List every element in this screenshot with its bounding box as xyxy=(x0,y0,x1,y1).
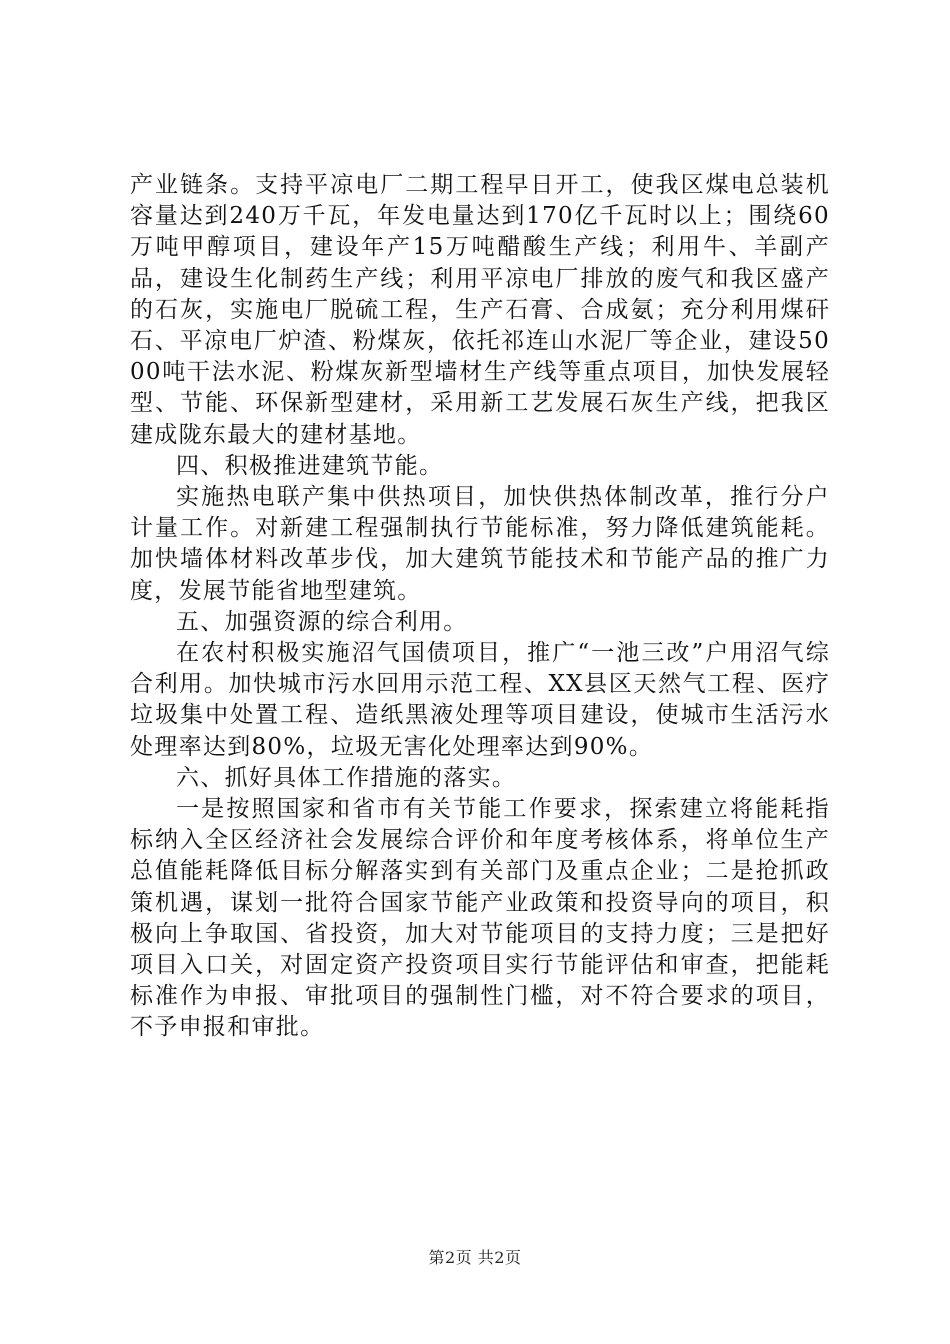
paragraph-industry-chain: 产业链条。支持平凉电厂二期工程早日开工，使我区煤电总装机容量达到240万千瓦，年发电量达到170亿千瓦时以上；围绕60万吨甲醇项目，建设年产15万吨醋酸生产线；利用牛、羊副产品，建设生化制药生产线；利用平凉电厂排放的废气和我区盛产的石灰，实施电厂脱硫工程，生产石膏、合成氨；充分利用煤矸石、平凉电厂炉渣、粉煤灰，依托祁连山水泥厂等企业，建设5000吨干法水泥、粉煤灰新型墙材生产线等重点项目，加快发展轻型、节能、环保新型建材，采用新工艺发展石灰生产线，把我区建成陇东最大的建材基地。 xyxy=(130,172,830,448)
paragraph-resource-utilization: 在农村积极实施沼气国债项目，推广“一池三改”户用沼气综合利用。加快城市污水回用示范工程、XX县区天然气工程、医疗垃圾集中处置工程、造纸黑液处理等项目建设，使城市生活污水处理率达到80%，垃圾无害化处理率达到90%。 xyxy=(130,640,830,760)
heading-building-energy-saving: 四、积极推进建筑节能。 xyxy=(176,452,444,479)
paragraph-implementation-measures: 一是按照国家和省市有关节能工作要求，探索建立将能耗指标纳入全区经济社会发展综合评价和年度考核体系，将单位生产总值能耗降低目标分解落实到有关部门及重点企业；二是抢抓政策机遇，谋划一批符合国家节能产业政策和投资导向的项目，积极向上争取国、省投资，加大对节能项目的支持力度；三是把好项目入口关，对固定资产投资项目实行节能评估和审查，把能耗标准作为申报、审批项目的强制性门槛，对不符合要求的项目，不予申报和审批。 xyxy=(130,796,830,1041)
document-body xyxy=(130,170,830,1044)
page-number-footer: 第2页 共2页 xyxy=(428,1248,522,1267)
heading-resource-utilization: 五、加强资源的综合利用。 xyxy=(176,608,468,635)
heading-implementation-measures: 六、抓好具体工作措施的落实。 xyxy=(176,764,517,791)
paragraph-building-energy-saving: 实施热电联产集中供热项目，加快供热体制改革，推行分户计量工作。对新建工程强制执行节能标准，努力降低建筑能耗。加快墙体材料改革步伐，加大建筑节能技术和节能产品的推广力度，发展节能省地型建筑。 xyxy=(130,484,830,604)
